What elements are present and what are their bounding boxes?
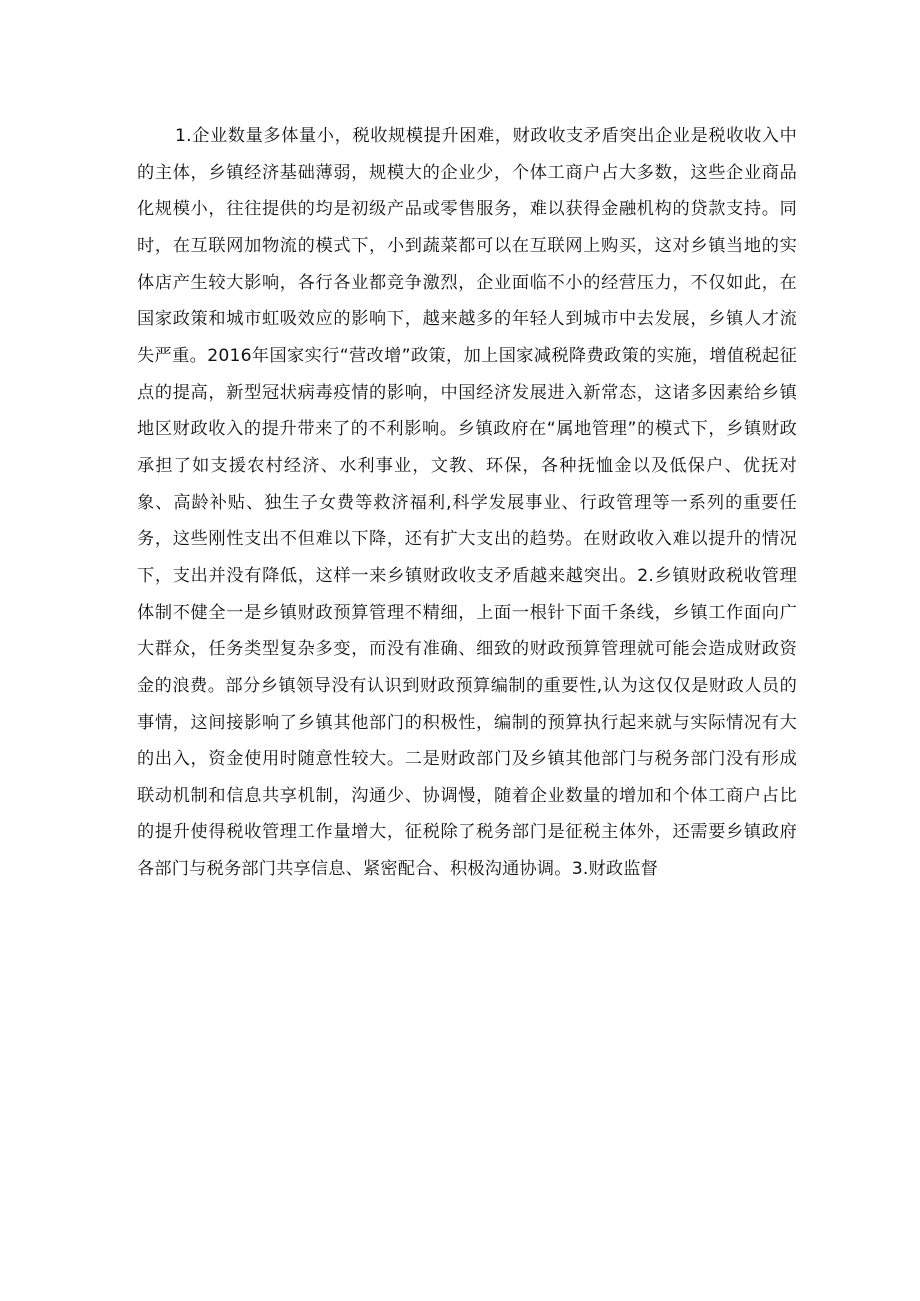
- body-paragraph: 1.企业数量多体量小，税收规模提升困难，财政收支矛盾突出企业是税收收入中的主体，乡镇经济基础薄弱，规模大的企业少，个体工商户占大多数，这些企业商品化规模小，往往提供的均是初级产品或零售服务，难以获得金融机构的贷款支持。同时，在互联网加物流的模式下，小到蔬菜都可以在互联网上购买，这对乡镇当地的实体店产生较大影响，各行各业都竞争激烈，企业面临不小的经营压力，不仅如此，在国家政策和城市虹吸效应的影响下，越来越多的年轻人到城市中去发展，乡镇人才流失严重。2016年国家实行“营改增”政策，加上国家减税降费政策的实施，增值税起征点的提高，新型冠状病毒疫情的影响，中国经济发展进入新常态，这诸多因素给乡镇地区财政收入的提升带来了的不利影响。乡镇政府在“属地管理”的模式下，乡镇财政承担了如支援农村经济、水利事业，文教、环保，各种抚恤金以及低保户、优抚对象、高龄补贴、独生子女费等救济福利,科学发展事业、行政管理等一系列的重要任务，这些刚性支出不但难以下降，还有扩大支出的趋势。在财政收入难以提升的情况下，支出并没有降低，这样一来乡镇财政收支矛盾越来越突出。2.乡镇财政税收管理体制不健全一是乡镇财政预算管理不精细，上面一根针下面千条线，乡镇工作面向广大群众，任务类型复杂多变，而没有准确、细致的财政预算管理就可能会造成财政资金的浪费。部分乡镇领导没有认识到财政预算编制的重要性,认为这仅仅是财政人员的事情，这间接影响了乡镇其他部门的积极性，编制的预算执行起来就与实际情况有大的出入，资金使用时随意性较大。二是财政部门及乡镇其他部门与税务部门没有形成联动机制和信息共享机制，沟通少、协调慢，随着企业数量的增加和个体工商户占比的提升使得税收管理工作量增大，征税除了税务部门是征税主体外，还需要乡镇政府各部门与税务部门共享信息、紧密配合、积极沟通协调。3.财政监督: [137, 126, 797, 880]
- document-body: [137, 118, 797, 888]
